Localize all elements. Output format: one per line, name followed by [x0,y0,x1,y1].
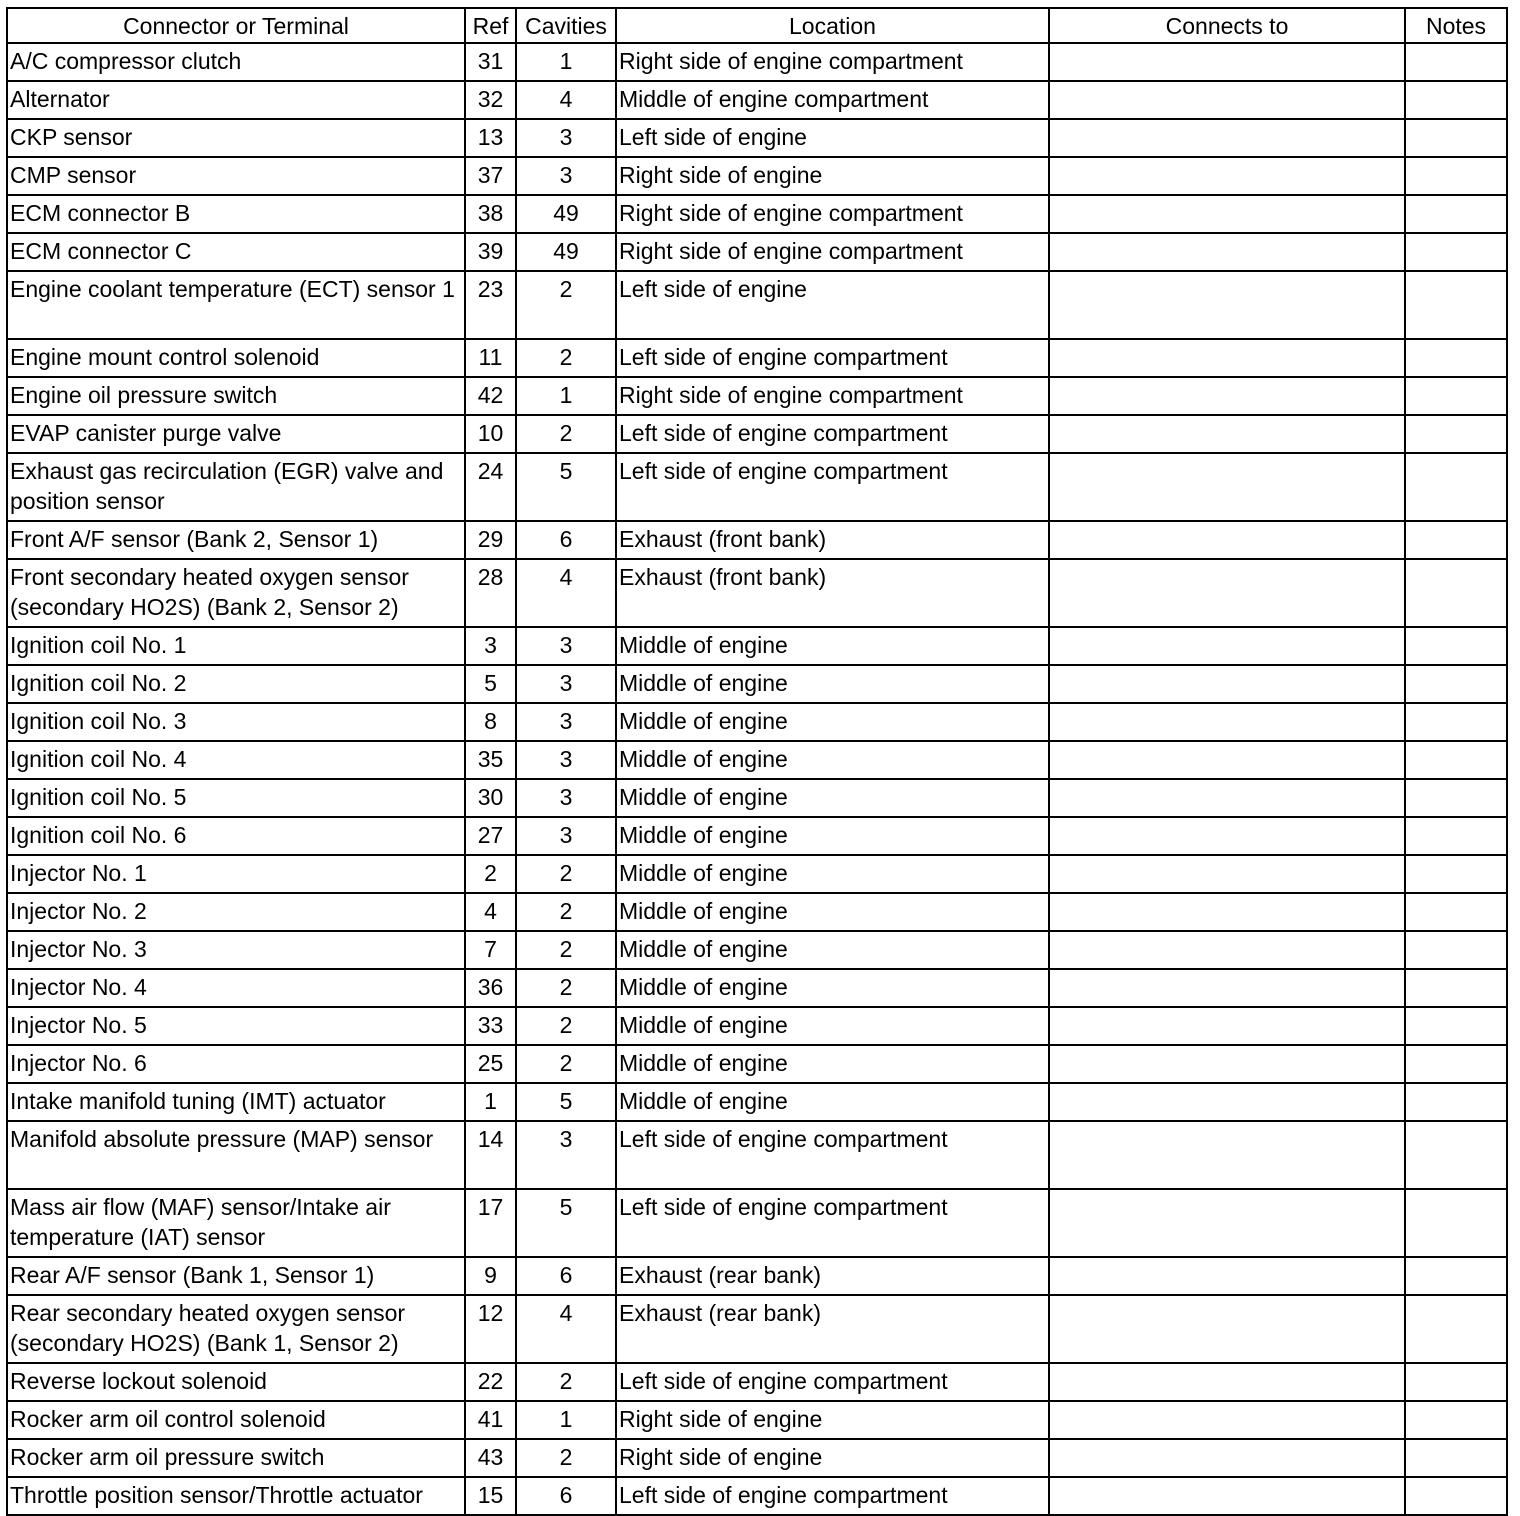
cell-notes [1405,779,1507,817]
cell-cavities: 2 [516,931,616,969]
cell-cavities: 1 [516,377,616,415]
cell-connects-to [1049,1363,1405,1401]
header-location: Location [616,8,1049,43]
cell-connects-to [1049,779,1405,817]
cell-cavities: 6 [516,1257,616,1295]
cell-notes [1405,195,1507,233]
cell-connector-name: Injector No. 3 [7,931,465,969]
cell-location: Middle of engine compartment [616,81,1049,119]
cell-location: Left side of engine compartment [616,1121,1049,1189]
cell-connector-name: Ignition coil No. 3 [7,703,465,741]
cell-notes [1405,81,1507,119]
cell-location: Middle of engine [616,1083,1049,1121]
cell-ref: 22 [465,1363,516,1401]
cell-location: Middle of engine [616,741,1049,779]
cell-cavities: 2 [516,893,616,931]
cell-connects-to [1049,1477,1405,1515]
table-row [7,1045,1507,1083]
table-row [7,893,1507,931]
cell-ref: 33 [465,1007,516,1045]
cell-cavities: 6 [516,1477,616,1515]
cell-connects-to [1049,1257,1405,1295]
cell-ref: 2 [465,855,516,893]
cell-ref: 4 [465,893,516,931]
header-cavities: Cavities [516,8,616,43]
cell-connector-name: Ignition coil No. 6 [7,817,465,855]
cell-location: Exhaust (rear bank) [616,1257,1049,1295]
cell-ref: 29 [465,521,516,559]
cell-notes [1405,855,1507,893]
table-row [7,1007,1507,1045]
cell-ref: 11 [465,339,516,377]
table-row [7,1401,1507,1439]
cell-connector-name: EVAP canister purge valve [7,415,465,453]
cell-connects-to [1049,1401,1405,1439]
table-row [7,377,1507,415]
cell-notes [1405,969,1507,1007]
cell-cavities: 5 [516,1189,616,1257]
header-row [7,8,1507,43]
cell-ref: 43 [465,1439,516,1477]
cell-notes [1405,1295,1507,1363]
cell-location: Left side of engine [616,271,1049,339]
cell-connector-name: Front A/F sensor (Bank 2, Sensor 1) [7,521,465,559]
cell-notes [1405,1477,1507,1515]
cell-location: Left side of engine compartment [616,1189,1049,1257]
cell-cavities: 2 [516,855,616,893]
cell-location: Middle of engine [616,969,1049,1007]
cell-connects-to [1049,1189,1405,1257]
cell-ref: 5 [465,665,516,703]
cell-cavities: 4 [516,81,616,119]
cell-cavities: 1 [516,1401,616,1439]
cell-connects-to [1049,233,1405,271]
cell-cavities: 3 [516,1121,616,1189]
table-row [7,415,1507,453]
table-row [7,779,1507,817]
cell-ref: 7 [465,931,516,969]
cell-notes [1405,339,1507,377]
cell-connector-name: Injector No. 1 [7,855,465,893]
cell-connector-name: Alternator [7,81,465,119]
cell-location: Left side of engine compartment [616,415,1049,453]
table-row [7,157,1507,195]
table-row [7,1477,1507,1515]
cell-connector-name: Ignition coil No. 2 [7,665,465,703]
table-row [7,855,1507,893]
cell-notes [1405,703,1507,741]
cell-connector-name: Intake manifold tuning (IMT) actuator [7,1083,465,1121]
table-row [7,627,1507,665]
cell-cavities: 3 [516,627,616,665]
cell-cavities: 4 [516,559,616,627]
cell-ref: 15 [465,1477,516,1515]
cell-location: Middle of engine [616,665,1049,703]
cell-ref: 23 [465,271,516,339]
cell-notes [1405,377,1507,415]
cell-connects-to [1049,377,1405,415]
cell-notes [1405,271,1507,339]
cell-cavities: 49 [516,233,616,271]
cell-notes [1405,157,1507,195]
table-row [7,339,1507,377]
cell-notes [1405,1007,1507,1045]
cell-connects-to [1049,157,1405,195]
cell-cavities: 1 [516,43,616,81]
cell-location: Left side of engine compartment [616,339,1049,377]
cell-cavities: 2 [516,1439,616,1477]
cell-connector-name: Throttle position sensor/Throttle actuator [7,1477,465,1515]
cell-connector-name: Rocker arm oil control solenoid [7,1401,465,1439]
cell-notes [1405,1045,1507,1083]
cell-location: Middle of engine [616,779,1049,817]
cell-notes [1405,1439,1507,1477]
table-row [7,1363,1507,1401]
header-notes: Notes [1405,8,1507,43]
cell-cavities: 3 [516,817,616,855]
table-row [7,741,1507,779]
table-row [7,81,1507,119]
cell-connects-to [1049,741,1405,779]
table-row [7,559,1507,627]
cell-notes [1405,931,1507,969]
cell-connects-to [1049,817,1405,855]
cell-connector-name: ECM connector C [7,233,465,271]
table-row [7,1295,1507,1363]
cell-location: Middle of engine [616,703,1049,741]
cell-ref: 17 [465,1189,516,1257]
header-connector: Connector or Terminal [7,8,465,43]
cell-notes [1405,119,1507,157]
cell-ref: 41 [465,1401,516,1439]
cell-notes [1405,559,1507,627]
cell-connects-to [1049,627,1405,665]
header-ref: Ref [465,8,516,43]
cell-cavities: 2 [516,1045,616,1083]
cell-connector-name: Engine coolant temperature (ECT) sensor 1 [7,271,465,339]
cell-connector-name: Injector No. 2 [7,893,465,931]
cell-location: Right side of engine [616,1401,1049,1439]
cell-ref: 38 [465,195,516,233]
cell-location: Right side of engine compartment [616,377,1049,415]
cell-location: Middle of engine [616,627,1049,665]
cell-location: Exhaust (front bank) [616,559,1049,627]
cell-notes [1405,741,1507,779]
cell-ref: 24 [465,453,516,521]
cell-location: Middle of engine [616,931,1049,969]
cell-connects-to [1049,1083,1405,1121]
cell-connector-name: Injector No. 4 [7,969,465,1007]
cell-connector-name: Injector No. 6 [7,1045,465,1083]
cell-ref: 36 [465,969,516,1007]
table-row [7,521,1507,559]
table-row [7,453,1507,521]
cell-connector-name: Rocker arm oil pressure switch [7,1439,465,1477]
cell-connects-to [1049,1295,1405,1363]
cell-ref: 39 [465,233,516,271]
cell-connects-to [1049,893,1405,931]
cell-location: Middle of engine [616,1007,1049,1045]
cell-connector-name: Engine oil pressure switch [7,377,465,415]
cell-cavities: 2 [516,1363,616,1401]
cell-connects-to [1049,271,1405,339]
table-row [7,1439,1507,1477]
cell-ref: 31 [465,43,516,81]
cell-cavities: 3 [516,157,616,195]
cell-connects-to [1049,703,1405,741]
table-row [7,195,1507,233]
table-row [7,817,1507,855]
table-header [7,8,1507,43]
cell-notes [1405,1189,1507,1257]
cell-location: Right side of engine compartment [616,195,1049,233]
cell-ref: 35 [465,741,516,779]
cell-cavities: 3 [516,779,616,817]
table-row [7,1257,1507,1295]
table-row [7,119,1507,157]
cell-location: Right side of engine [616,157,1049,195]
cell-connector-name: Front secondary heated oxygen sensor (secondary HO2S) (Bank 2, Sensor 2) [7,559,465,627]
cell-connects-to [1049,81,1405,119]
table-row [7,931,1507,969]
cell-cavities: 4 [516,1295,616,1363]
cell-location: Middle of engine [616,1045,1049,1083]
cell-notes [1405,893,1507,931]
cell-ref: 1 [465,1083,516,1121]
cell-notes [1405,665,1507,703]
cell-connects-to [1049,969,1405,1007]
cell-notes [1405,1363,1507,1401]
table-row [7,233,1507,271]
cell-cavities: 5 [516,453,616,521]
cell-notes [1405,1257,1507,1295]
cell-connector-name: Ignition coil No. 4 [7,741,465,779]
cell-location: Middle of engine [616,893,1049,931]
cell-location: Left side of engine compartment [616,1477,1049,1515]
cell-connects-to [1049,453,1405,521]
cell-connects-to [1049,1121,1405,1189]
cell-cavities: 2 [516,271,616,339]
cell-cavities: 2 [516,969,616,1007]
cell-connects-to [1049,855,1405,893]
table-row [7,665,1507,703]
cell-ref: 42 [465,377,516,415]
table-row [7,1189,1507,1257]
cell-connector-name: Exhaust gas recirculation (EGR) valve and position sensor [7,453,465,521]
cell-cavities: 2 [516,1007,616,1045]
cell-connects-to [1049,339,1405,377]
cell-ref: 13 [465,119,516,157]
cell-notes [1405,1121,1507,1189]
cell-connects-to [1049,665,1405,703]
table-row [7,703,1507,741]
cell-notes [1405,1083,1507,1121]
cell-location: Left side of engine compartment [616,453,1049,521]
table-row [7,969,1507,1007]
cell-connector-name: Mass air flow (MAF) sensor/Intake air temperature (IAT) sensor [7,1189,465,1257]
table-row [7,43,1507,81]
cell-connector-name: Injector No. 5 [7,1007,465,1045]
cell-location: Right side of engine [616,1439,1049,1477]
cell-ref: 10 [465,415,516,453]
cell-notes [1405,627,1507,665]
cell-cavities: 3 [516,703,616,741]
cell-location: Left side of engine [616,119,1049,157]
cell-cavities: 2 [516,415,616,453]
cell-ref: 25 [465,1045,516,1083]
header-connects-to: Connects to [1049,8,1405,43]
table-row [7,1083,1507,1121]
cell-connects-to [1049,1439,1405,1477]
cell-connector-name: Rear A/F sensor (Bank 1, Sensor 1) [7,1257,465,1295]
cell-connector-name: ECM connector B [7,195,465,233]
cell-connector-name: Manifold absolute pressure (MAP) sensor [7,1121,465,1189]
cell-cavities: 5 [516,1083,616,1121]
cell-notes [1405,1401,1507,1439]
cell-notes [1405,521,1507,559]
cell-location: Middle of engine [616,817,1049,855]
cell-ref: 12 [465,1295,516,1363]
cell-connector-name: Engine mount control solenoid [7,339,465,377]
cell-connects-to [1049,559,1405,627]
cell-location: Right side of engine compartment [616,43,1049,81]
cell-ref: 30 [465,779,516,817]
cell-location: Exhaust (rear bank) [616,1295,1049,1363]
cell-cavities: 3 [516,741,616,779]
cell-connects-to [1049,43,1405,81]
cell-ref: 3 [465,627,516,665]
cell-connector-name: Rear secondary heated oxygen sensor (secondary HO2S) (Bank 1, Sensor 2) [7,1295,465,1363]
cell-location: Middle of engine [616,855,1049,893]
cell-connector-name: Ignition coil No. 5 [7,779,465,817]
cell-ref: 32 [465,81,516,119]
cell-connects-to [1049,415,1405,453]
cell-connects-to [1049,195,1405,233]
cell-ref: 9 [465,1257,516,1295]
cell-ref: 37 [465,157,516,195]
cell-connector-name: CMP sensor [7,157,465,195]
cell-ref: 27 [465,817,516,855]
cell-connector-name: A/C compressor clutch [7,43,465,81]
table-row [7,271,1507,339]
cell-notes [1405,817,1507,855]
cell-ref: 14 [465,1121,516,1189]
cell-cavities: 6 [516,521,616,559]
cell-notes [1405,233,1507,271]
cell-cavities: 3 [516,119,616,157]
cell-location: Left side of engine compartment [616,1363,1049,1401]
cell-ref: 28 [465,559,516,627]
cell-cavities: 49 [516,195,616,233]
cell-location: Exhaust (front bank) [616,521,1049,559]
cell-connects-to [1049,521,1405,559]
cell-connects-to [1049,1007,1405,1045]
cell-connector-name: Ignition coil No. 1 [7,627,465,665]
cell-notes [1405,453,1507,521]
cell-notes [1405,415,1507,453]
cell-connects-to [1049,1045,1405,1083]
cell-notes [1405,43,1507,81]
table-row [7,1121,1507,1189]
connector-table [6,7,1508,1516]
cell-connects-to [1049,931,1405,969]
cell-connects-to [1049,119,1405,157]
cell-ref: 8 [465,703,516,741]
cell-cavities: 2 [516,339,616,377]
cell-location: Right side of engine compartment [616,233,1049,271]
cell-connector-name: Reverse lockout solenoid [7,1363,465,1401]
table-body [7,43,1507,1515]
cell-connector-name: CKP sensor [7,119,465,157]
cell-cavities: 3 [516,665,616,703]
